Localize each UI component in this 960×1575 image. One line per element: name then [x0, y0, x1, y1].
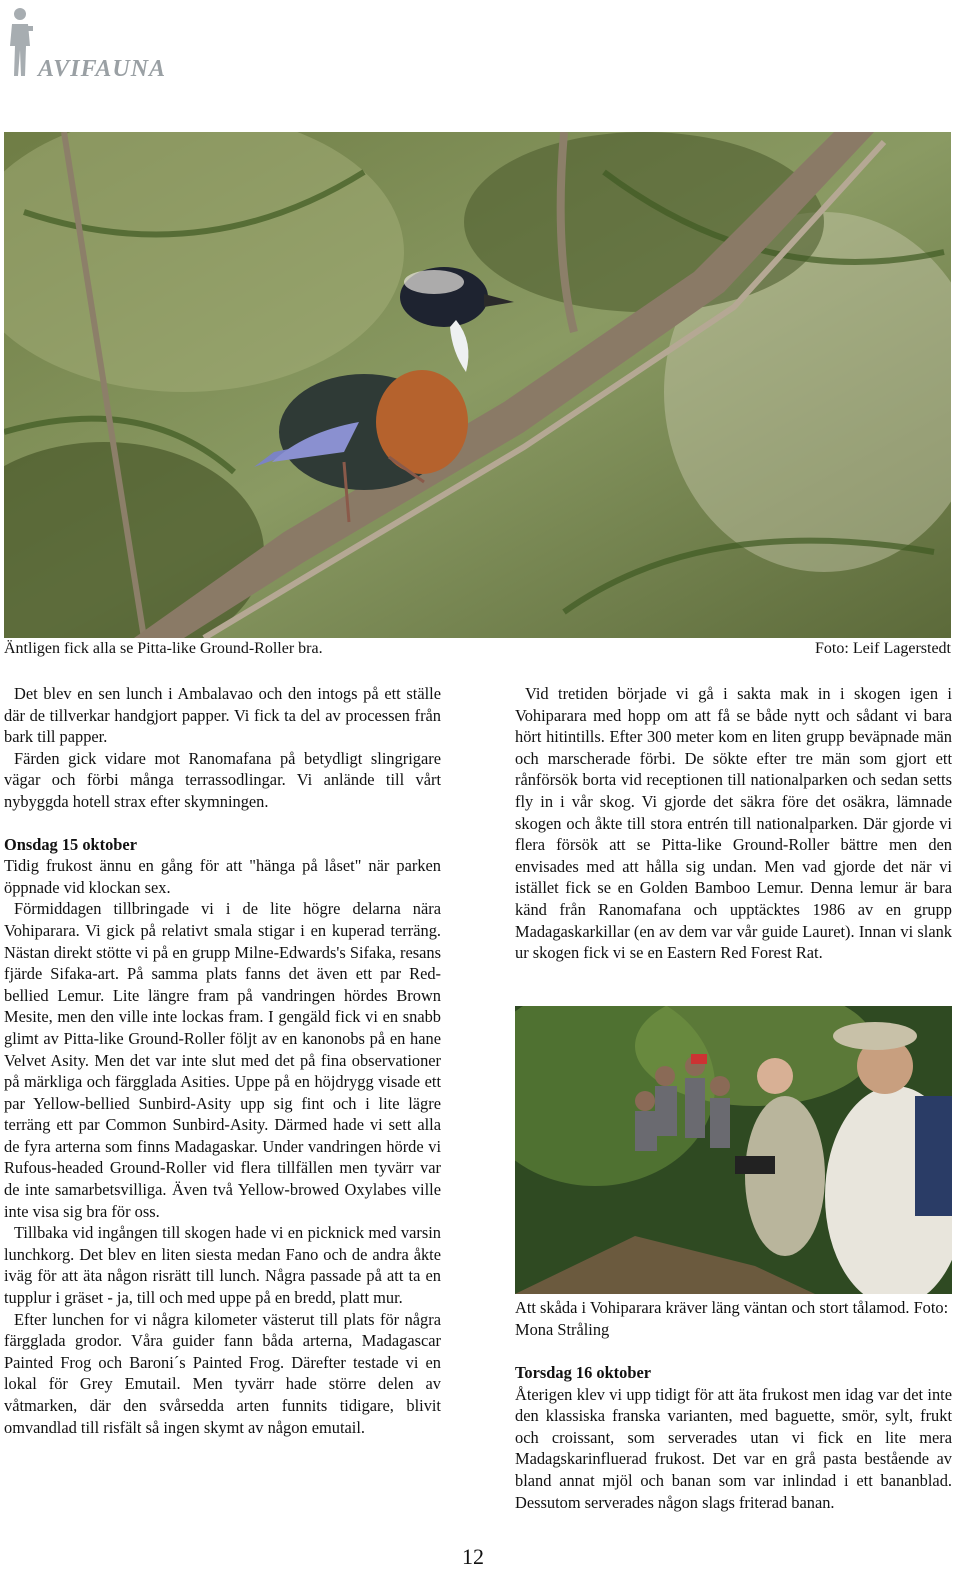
right-column [515, 683, 952, 964]
photo-credit: Foto: Leif Lagerstedt [815, 640, 951, 657]
birdwatchers-group-photo [515, 1006, 952, 1294]
logo-text: AVIFAUNA [38, 56, 167, 82]
page-number: 12 [462, 1544, 484, 1569]
paragraph: Vid tretiden började vi gå i sakta mak in i skogen igen i Vohiparara med hopp om att få se både nytt och sådant vi bara hört hitintills. Efter 300 meter kom en liten grupp beväpnade män och marscherade förbi. De sökte efter tre män som gjort ett rånförsök borta vid receptionen till nationalparken och sedan setts fly in i vår skog. Vi gjorde det säkra före det osäkra, lämnade skogen och åkte till stora entrén till nationalparken. Där gjorde vi flera försök att se Pitta-like Ground-Roller bättre men den envisades med att hålla sig undan. Men vad gjorde det när vi istället fick se en Golden Bamboo Lemur. Denna lemur är bara känd från Ranomafana och upptäcktes 1986 av en grupp Madagaskarkillar (en av dem var vår guide Lauret). Innan vi slank ur skogen fick vi se en Eastern Red Forest Rat. [515, 684, 952, 963]
paragraph: Färden gick vidare mot Ranomafana på betydligt slingrigare vägar och förbi många terrassodlingar. Vi anlände till vårt nybyggda hotell strax efter skymningen. [4, 748, 441, 811]
paragraph: Tillbaka vid ingången till skogen hade vi en picknick med varsin lunchkorg. Det blev en liten siesta medan Fano och de andra åkte iväg för att äta någon risrätt till lunch. Några passade på att ta en tupplur i gräset - ja, till och med uppe på en bredd, platt mur. [4, 1223, 441, 1308]
paragraph: Efter lunchen for vi några kilometer västerut till plats för några färgglada grodor. Våra guider fann båda arterna, Madagascar Painted Frog och Baroni´s Painted Frog. Därefter testade vi en lokal för Grey Emutail. Men tyvärr hade större delen av våtmarken, där den svårsedda arten funnits tidigare, blivit omvandlad till risfält så ingen skymt av någon emutail. [4, 1309, 441, 1437]
group-photo-caption: Att skåda i Vohiparara kräver läng väntan och stort tålamod. Foto: Mona Stråling [515, 1298, 949, 1339]
day-heading: Onsdag 15 oktober [4, 834, 137, 854]
paragraph: Det blev en sen lunch i Ambalavao och den intogs på ett ställe där de tillverkar handgjort papper. Vi fick ta del av processen från bark till papper. [4, 684, 441, 747]
birdwatcher-silhouette-icon [6, 6, 36, 78]
paragraph: Förmiddagen tillbringade vi i de lite högre delarna nära Vohiparara. Vi gick på relativt smala stigar i en kuperad terräng. Nästan direkt stötte vi på en grupp Milne-Edwards's Sifaka, resans fjärde Sifaka-art. På samma plats fanns det även ett par Red-bellied Lemur. Lite längre fram på vandringen hördes Brown Mesite, men den ville inte lockas fram. I gengäld fick vi en snabb glimt av Pitta-like Ground-Roller följt av en kanonobs på en hane Velvet Asity. Men det var inte slut med det på fina observationer på märkliga och färgglada Asities. Uppe på en höjdrygg visade ett par Yellow-bellied Sunbird-Asity upp sig fint och i lite lägre terräng ett par Common Sunbird-Asity. Därmed hade vi sett alla de fyra arterna som finns Madagaskar. Under vandringen hörde vi Rufous-headed Ground-Roller vid flera tillfällen men tyvärr var de inte samarbetsvilliga. Även två Yellow-browed Oxylabes ville inte visa sig bra för oss. [4, 899, 441, 1221]
right-column-lower [515, 1362, 952, 1513]
paragraph: Tidig frukost ännu en gång för att "hänga på låset" när parken öppnade vid klockan sex. [4, 856, 441, 897]
pitta-like-ground-roller-photo [4, 132, 951, 638]
paragraph: Återigen klev vi upp tidigt för att äta frukost men idag var det inte den klassiska franska varianten, med baguette, smör, sylt, frukt och croissant, som serverades utan vi fick en lite mera Madagskarinfluerad frukost. Det var en grå pasta bestående av bland annat mjöl och banan som var inlindad i ett bananblad. Dessutom serverades någon slags friterad banan. [515, 1384, 952, 1512]
day-heading: Torsdag 16 oktober [515, 1363, 651, 1382]
photo-caption: Äntligen fick alla se Pitta-like Ground-Roller bra. [4, 640, 323, 657]
left-column [4, 683, 441, 1438]
avifauna-logo [6, 6, 206, 86]
